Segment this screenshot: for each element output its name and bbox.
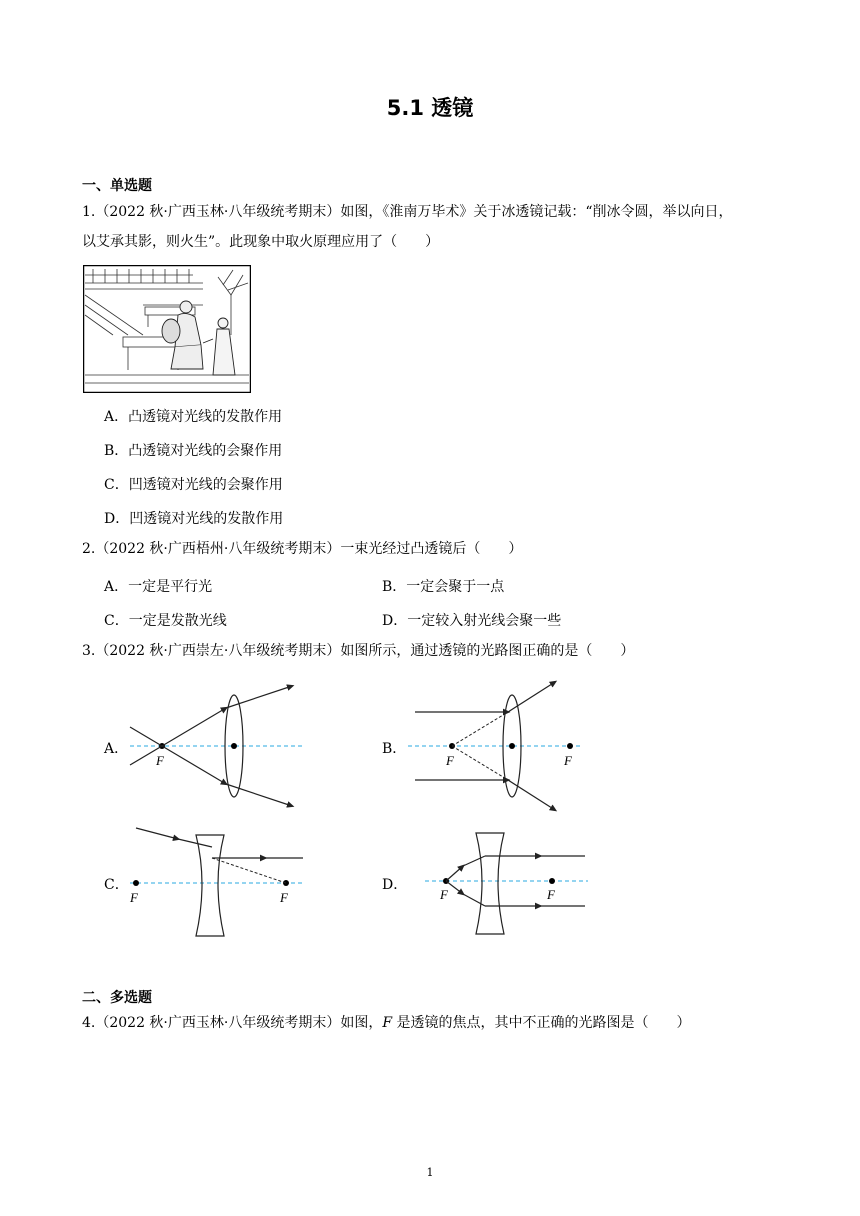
q1-option-d[interactable]: D．凹透镜对光线的发散作用 [104, 511, 284, 527]
q3-option-a-label[interactable]: A． [104, 741, 129, 757]
q1-option-b[interactable]: B．凸透镜对光线的会聚作用 [104, 443, 283, 459]
q2-option-c[interactable]: C．一定是发散光线 [104, 613, 227, 629]
diagram-b-focus-label-left: F [446, 753, 454, 768]
q3-optics-diagrams [120, 670, 600, 950]
diagram-a-focus-label: F [156, 753, 164, 768]
question-4-text-before: 4.（2022 秋·广西玉林·八年级统考期末）如图， [82, 1015, 383, 1031]
question-4 [82, 1008, 782, 1038]
question-1-line-2: 以艾承其影，则火生”。此现象中取火原理应用了（ ） [82, 234, 440, 250]
question-2: 2.（2022 秋·广西梧州·八年级统考期末）一束光经过凸透镜后（ ） [82, 541, 523, 557]
question-1-line-1: 1.（2022 秋·广西玉林·八年级统考期末）如图，《淮南万毕术》关于冰透镜记载：“削冰令圆，举以向日， [82, 204, 733, 220]
question-4-focus-symbol: F [382, 1015, 393, 1031]
page-number: 1 [426, 1166, 434, 1179]
diagram-c-focus-dot-left [133, 880, 139, 886]
section-multiple-choice: 二、多选题 [82, 990, 152, 1006]
diagram-c-focus-label-left: F [130, 890, 138, 905]
diagram-d-focus-dot-right [549, 878, 555, 884]
diagram-b-focus-label-right: F [564, 753, 572, 768]
diagram-d [425, 833, 588, 934]
diagram-b-focus-dot-right [567, 743, 573, 749]
q1-option-a[interactable]: A．凸透镜对光线的发散作用 [104, 409, 283, 425]
diagram-c [129, 828, 305, 936]
diagram-c-concave-lens [196, 835, 224, 936]
q1-option-c[interactable]: C．凹透镜对光线的会聚作用 [104, 477, 283, 493]
diagram-d-focus-label-left: F [440, 887, 448, 902]
diagram-d-focus-label-right: F [547, 887, 555, 902]
ice-lens-illustration [83, 265, 251, 393]
question-4-text-after: 是透镜的焦点，其中不正确的光路图是（ ） [392, 1015, 691, 1031]
section-single-choice: 一、单选题 [82, 178, 152, 194]
q3-option-d-label[interactable]: D． [382, 877, 408, 893]
ancient-illustration-figure [83, 265, 251, 397]
diagram-c-focus-label-right: F [280, 890, 288, 905]
q3-option-b-label[interactable]: B． [382, 741, 407, 757]
page-title: 5.1 透镜 [386, 96, 474, 120]
diagram-a [130, 686, 305, 806]
diagram-b [408, 682, 582, 810]
diagram-b-center-dot [509, 743, 515, 749]
q2-option-a[interactable]: A．一定是平行光 [104, 579, 213, 595]
question-1 [82, 197, 782, 257]
diagram-a-center-dot [231, 743, 237, 749]
diagram-d-concave-lens [476, 833, 504, 934]
question-3: 3.（2022 秋·广西崇左·八年级统考期末）如图所示，通过透镜的光路图正确的是（ ） [82, 643, 635, 659]
q2-option-d[interactable]: D．一定较入射光线会聚一些 [382, 613, 562, 629]
q3-option-c-label[interactable]: C． [104, 877, 129, 893]
q2-option-b[interactable]: B．一定会聚于一点 [382, 579, 505, 595]
